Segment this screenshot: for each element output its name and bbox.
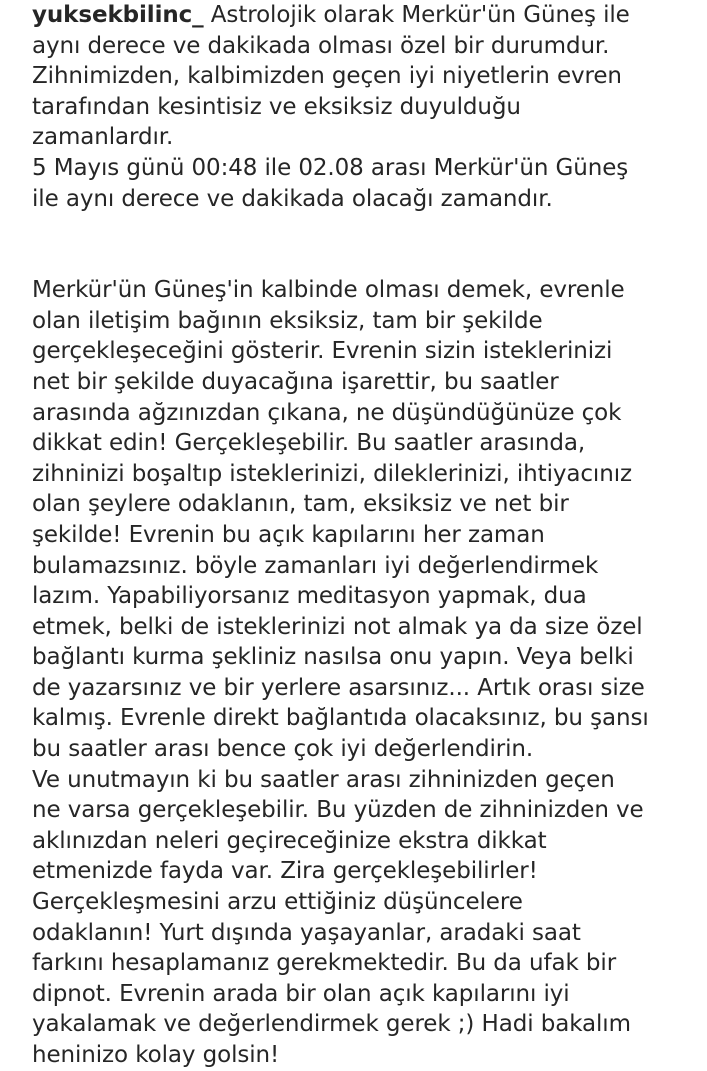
caption-line: net bir şekilde duyacağına işarettir, bu saatler (32, 368, 559, 395)
caption-line: etmenizde fayda var. Zira gerçekleşebilirler! (32, 858, 538, 885)
caption-line: ne varsa gerçekleşebilir. Bu yüzden de zihninizden ve (32, 797, 644, 824)
caption-line: bu saatler arası bence çok iyi değerlendirin. (32, 736, 534, 763)
caption-line: heninizo kolay golsin! (32, 1042, 280, 1068)
caption-line: kalmış. Evrenle direkt bağlantıda olacaksınız, bu şansı (32, 705, 649, 732)
caption-line: tarafından kesintisiz ve eksiksiz duyulduğu (32, 93, 521, 120)
caption-line: şekilde! Evrenin bu açık kapılarını her zaman (32, 521, 545, 548)
caption-line: farkını hesaplamanız gerekmektedir. Bu da ufak bir (32, 950, 617, 977)
caption-line: Merkür'ün Güneş'in kalbinde olması demek, evrenle (32, 277, 625, 304)
caption-line: dipnot. Evrenin arada bir olan açık kapılarını iyi (32, 980, 570, 1007)
caption-line: 5 Mayıs günü 00:48 ile 02.08 arası Merkür'ün Güneş (32, 154, 629, 181)
post-caption (32, 0, 702, 1071)
caption-line: aynı derece ve dakikada olması özel bir durumdur. (32, 32, 610, 59)
caption-line: Ve unutmayın ki bu saatler arası zihninizden geçen (32, 766, 615, 793)
caption-line: olan iletişim bağının eksiksiz, tam bir şekilde (32, 307, 543, 334)
caption-line: zihninizi boşaltıp isteklerinizi, dileklerinizi, ihtiyacınız (32, 460, 632, 487)
caption-line: gerçekleşeceğini gösterir. Evrenin sizin isteklerinizi (32, 338, 613, 365)
caption-line: ile aynı derece ve dakikada olacağı zamandır. (32, 185, 553, 212)
caption-line: dikkat edin! Gerçekleşebilir. Bu saatler arasında, (32, 430, 586, 457)
caption-line: lazım. Yapabiliyorsanız meditasyon yapmak, dua (32, 583, 587, 610)
caption-line: bulamazsınız. böyle zamanları iyi değerlendirmek (32, 552, 599, 579)
caption-first-line-text: Astrolojik olarak Merkür'ün Güneş ile (210, 2, 630, 28)
caption-line: etmek, belki de isteklerinizi not almak ya da size özel (32, 613, 643, 640)
caption-line: zamanlardır. (32, 124, 174, 151)
caption-line: aklınızdan neleri geçireceğinize ekstra dikkat (32, 827, 547, 854)
caption-line: yakalamak ve değerlendirmek gerek ;) Hadi bakalım (32, 1011, 631, 1038)
caption-line: olan şeylere odaklanın, tam, eksiksiz ve net bir (32, 491, 569, 518)
caption-line: odaklanın! Yurt dışında yaşayanlar, aradaki saat (32, 919, 581, 946)
caption-first-line (32, 0, 702, 31)
paragraph-spacer (32, 214, 702, 275)
caption-line: arasında ağzınızdan çıkana, ne düşündüğünüze çok (32, 399, 622, 426)
username-link[interactable]: yuksekbilinc_ (32, 2, 204, 28)
caption-line: de yazarsınız ve bir yerlere asarsınız... Artık orası size (32, 674, 645, 701)
caption-line: Zihnimizden, kalbimizden geçen iyi niyetlerin evren (32, 63, 622, 90)
caption-line: Gerçekleşmesini arzu ettiğiniz düşüncelere (32, 889, 523, 916)
caption-line: bağlantı kurma şekliniz nasılsa onu yapın. Veya belki (32, 644, 634, 671)
